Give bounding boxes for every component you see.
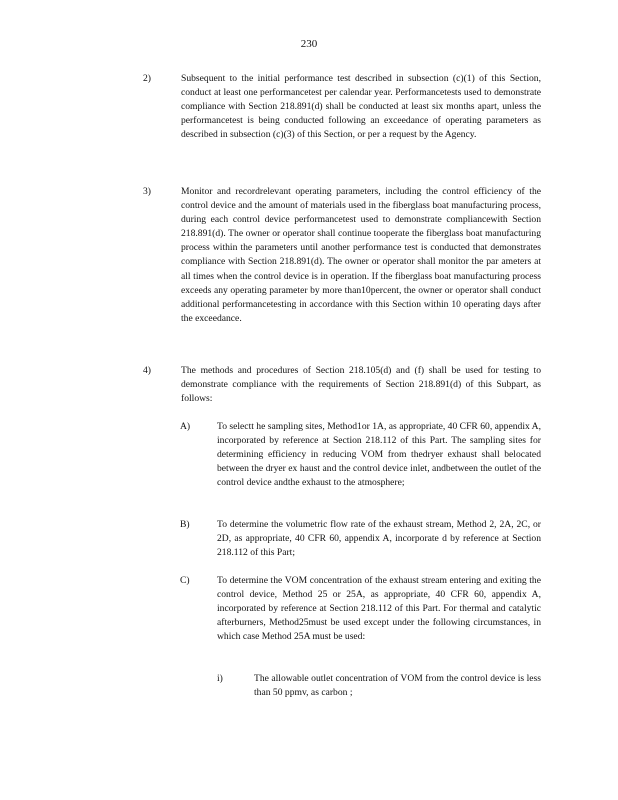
item-label: i) (217, 673, 223, 684)
item-text: To determine the volumetric flow rate of the exhaust stream, Method 2, 2A, 2C, or 2D, as appropriate, 40 CFR 60, appendix A, incorporate d by reference at Section 218.112 of this Part; (217, 519, 541, 559)
item-text: Subsequent to the initial performance test described in subsection (c)(1) of this Section, conduct at least one performancetest per calendar year. Performancetests used to demonstrate compliance with Section 218.891(d) shall be conducted at least six months apart, unless the performancetest is being conducted following an exceedance of operating parameters as described in subsection (c)(3) of this Section, or per a request by the Agency. (181, 73, 541, 141)
item-label: 2) (143, 73, 151, 84)
item-label: B) (180, 519, 190, 530)
item-label: 3) (143, 186, 151, 197)
item-label: 4) (143, 365, 151, 376)
item-text: The allowable outlet concentration of VOM from the control device is less than 50 ppmv, as carbon ; (254, 673, 541, 699)
item-text: Monitor and recordrelevant operating parameters, including the control efficiency of the control device and the amount of materials used in the fiberglass boat manufacturing process, during each control device performancetest used to demonstrate compliancewith Section 218.891(d). The owner or operator shall continue tooperate the fiberglass boat manufacturing process within the parameters until another performance test is conducted that demonstrates compliance with Section 218.891(d). The owner or operator shall monitor the par ameters at all times when the control device is in operation. If the fiberglass boat manufacturing process exceeds any operating parameter by more than10percent, the owner or operator shall conduct additional performancetesting in accordance with this Section within 10 operating days after the exceedance. (181, 186, 541, 324)
item-text: To selectt he sampling sites, Method1or 1A, as appropriate, 40 CFR 60, appendix A, incorporated by reference at Section 218.112 of this Part. The sampling sites for determining efficiency in reducing VOM from thedryer exhaust shall belocated between the dryer ex haust and the control device inlet, andbetween the outlet of the control device andthe exhaust to the atmosphere; (217, 421, 541, 489)
item-text: The methods and procedures of Section 218.105(d) and (f) shall be used for testing to demonstrate compliance with the requirements of Section 218.891(d) of this Subpart, as follows: (181, 365, 541, 405)
item-text: To determine the VOM concentration of the exhaust stream entering and exiting the control device, Method 25 or 25A, as appropriate, 40 CFR 60, appendix A, incorporated by reference at Section 218.112 of this Part. For thermal and catalytic afterburners, Method25must be used except under the following circumstances, in which case Method 25A must be used: (217, 575, 541, 643)
page-number: 230 (300, 38, 318, 50)
item-label: C) (180, 575, 190, 586)
item-label: A) (180, 421, 191, 432)
